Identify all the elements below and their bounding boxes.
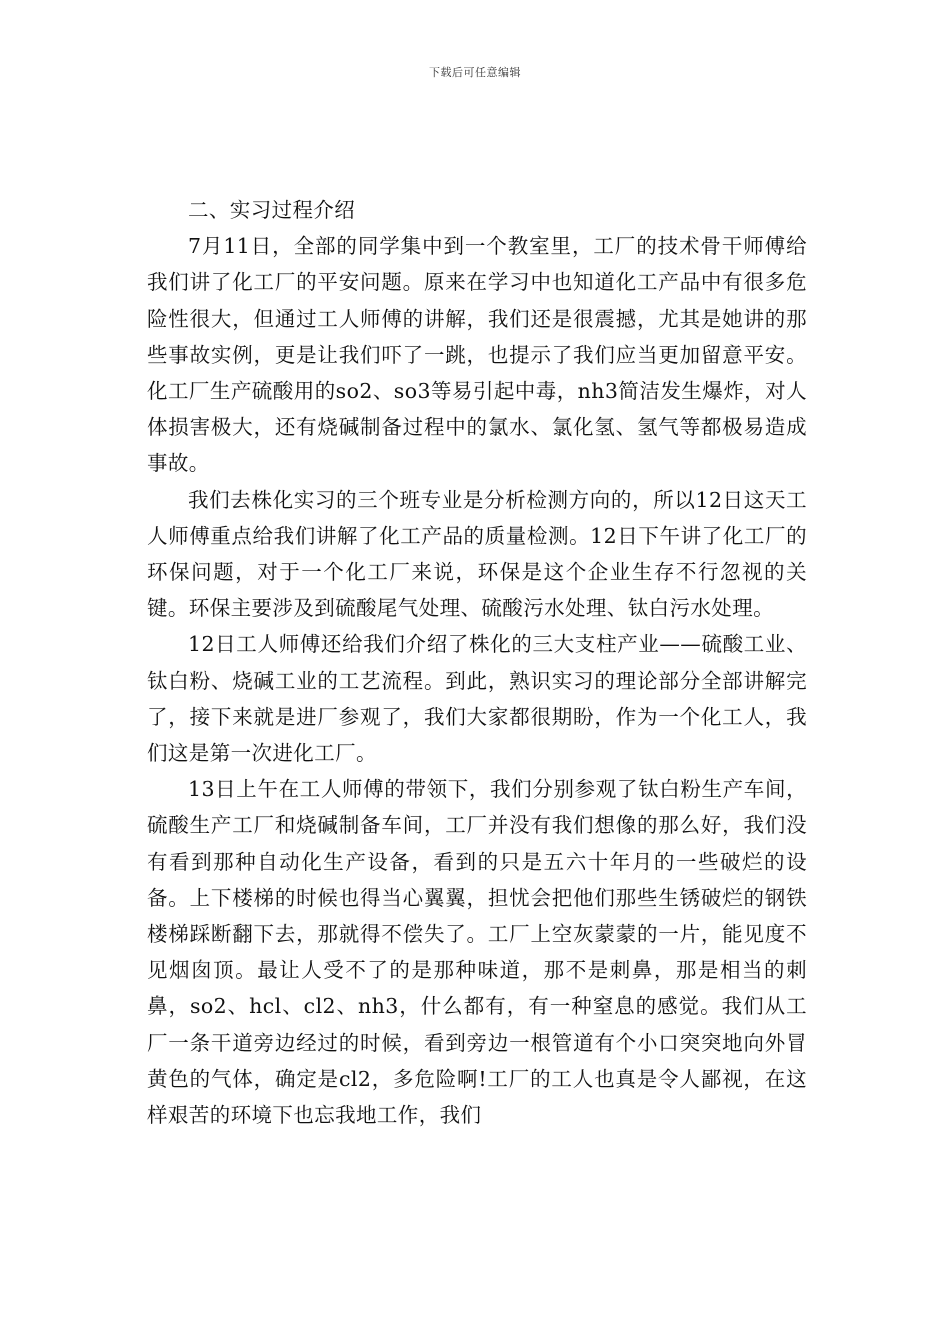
paragraph-factory-visit: 13日上午在工人师傅的带领下，我们分别参观了钛白粉生产车间，硫酸生产工厂和烧碱制备车间，工厂并没有我们想像的那么好，我们没有看到那种自动化生产设备，看到的只是五六十年月的一些破烂的设备。上下楼梯的时候也得当心翼翼，担忧会把他们那些生锈破烂的钢铁楼梯踩断翻下去，那就得不偿失了。工厂上空灰蒙蒙的一片，能见度不见烟囱顶。最让人受不了的是那种味道，那不是刺鼻，那是相当的刺鼻，so2、hcl、cl2、nh3，什么都有，有一种窒息的感觉。我们从工厂一条干道旁边经过的时候，看到旁边一根管道有个小口突突地向外冒黄色的气体，确定是cl2，多危险啊!工厂的工人也真是令人鄙视，在这样艰苦的环境下也忘我地工作，我们: [147, 777, 807, 1128]
header-note: 下载后可任意编辑: [429, 66, 521, 79]
paragraph-industry-process: 12日工人师傅还给我们介绍了株化的三大支柱产业——硫酸工业、钛白粉、烧碱工业的工艺流程。到此，熟识实习的理论部分全部讲解完了，接下来就是进厂参观了，我们大家都很期盼，作为一个化工人，我们这是第一次进化工厂。: [147, 632, 807, 766]
document-body: [147, 192, 807, 1133]
paragraph-safety-lecture: 7月11日，全部的同学集中到一个教室里，工厂的技术骨干师傅给我们讲了化工厂的平安问题。原来在学习中也知道化工产品中有很多危险性很大，但通过工人师傅的讲解，我们还是很震撼，尤其是她讲的那些事故实例，更是让我们吓了一跳，也提示了我们应当更加留意平安。化工厂生产硫酸用的so2、so3等易引起中毒，nh3简洁发生爆炸，对人体损害极大，还有烧碱制备过程中的氯水、氯化氢、氢气等都极易造成事故。: [147, 234, 807, 476]
paragraph-quality-environment: 我们去株化实习的三个班专业是分析检测方向的，所以12日这天工人师傅重点给我们讲解了化工产品的质量检测。12日下午讲了化工厂的环保问题，对于一个化工厂来说，环保是这个企业生存不行忽视的关键。环保主要涉及到硫酸尾气处理、硫酸污水处理、钛白污水处理。: [147, 487, 807, 621]
section-heading: 二、实习过程介绍: [188, 198, 356, 222]
